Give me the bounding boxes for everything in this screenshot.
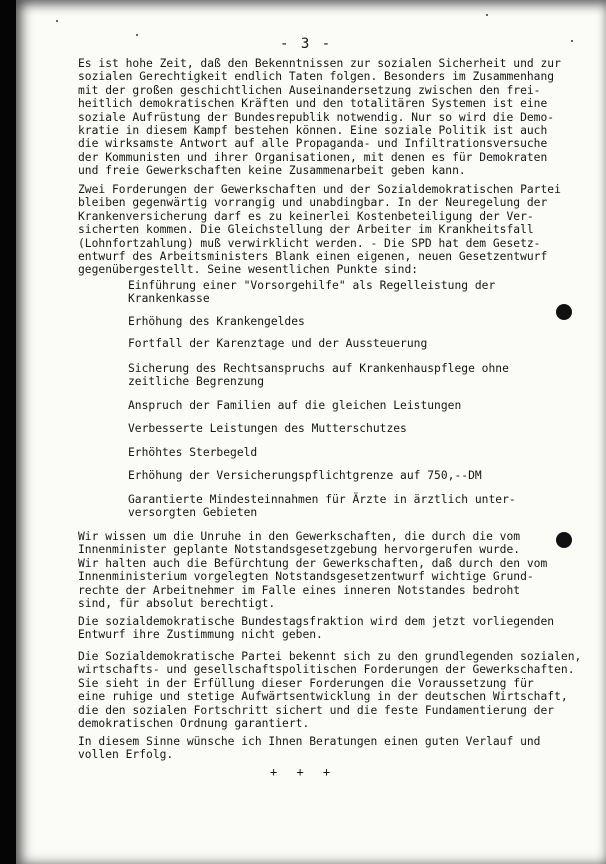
- list-item: Erhöhung der Versicherungspflichtgrenze auf 750,--DM: [128, 469, 482, 482]
- closing-mark: + + +: [270, 765, 337, 779]
- paragraph-demands: Zwei Forderungen der Gewerkschaften und der Sozialdemokratischen Partei bleiben gegenwärtig vorrangig und unabdingbar. In der Neuregelung der Krankenversicherung darf es zu keinerlei Kostenbeteiligung der Ver- sicherten kommen. Die Gleichstellung der Arbeiter im Krankheitsfall (Lohnfortzahlung) muß verwirklicht werden. - Die SPD hat dem Gesetz- entwurf des Arbeitsministers Blank einen eigenen, neuen Gesetzentwurf gegenübergestellt. Seine wesentlichen Punkte sind:: [78, 183, 561, 277]
- scan-speck: [571, 40, 573, 42]
- paragraph-party-commitment: Die Sozialdemokratische Partei bekennt sich zu den grundlegenden sozialen, wirtschafts- und gesellschaftspolitischen Forderungen der Gewerkschaften. Sie sieht in der Erfüllung dieser Forderungen die Voraussetzung für eine ruhige und stetige Aufwärtsentwicklung in der deutschen Wirtschaft, die den sozialen Fortschritt sichert und die feste Fundamentierung der demokratischen Ordnung garantiert.: [78, 650, 582, 731]
- scan-speck: [136, 34, 138, 36]
- list-item: Sicherung des Rechtsanspruchs auf Krankenhauspflege ohne zeitliche Begrenzung: [128, 362, 509, 389]
- list-item: Verbesserte Leistungen des Mutterschutzes: [128, 422, 407, 435]
- list-item: Fortfall der Karenztage und der Aussteuerung: [128, 337, 428, 350]
- scan-speck: [56, 20, 58, 22]
- document-page: [16, 0, 606, 864]
- scan-speck: [486, 14, 488, 16]
- paragraph-closing-wish: In diesem Sinne wünsche ich Ihnen Beratungen einen guten Verlauf und vollen Erfolg.: [78, 735, 541, 762]
- punch-hole: [556, 304, 572, 320]
- list-item: Erhöhtes Sterbegeld: [128, 446, 258, 459]
- paragraph-emergency-laws: Wir wissen um die Unruhe in den Gewerkschaften, die durch die vom Innenminister geplante Notstandsgesetzgebung hervorgerufen wurde. Wir halten auch die Befürchtung der Gewerkschaften, daß durch den vom Innenministerium vorgelegten Notstandsgesetzentwurf wichtige Grund- rechte der Arbeitnehmer im Falle eines inneren Notstandes bedroht sind, für absolut berechtigt.: [78, 530, 548, 611]
- page-number: - 3 -: [280, 36, 333, 52]
- list-item: Erhöhung des Krankengeldes: [128, 315, 305, 328]
- scan-border: [0, 0, 16, 864]
- paragraph-social-security: Es ist hohe Zeit, daß den Bekenntnissen zur sozialen Sicherheit und zur sozialen Gerechtigkeit endlich Taten folgen. Besonders im Zusammenhang mit der großen geschichtlichen Auseinandersetzung zwischen den frei- heitlich demokratischen Kräften und den totalitären Systemen ist eine soziale Aufrüstung der Bundesrepublik notwendig. Nur so wird die Demo- kratie in diesem Kampf bestehen können. Eine soziale Politik ist auch die wirksamste Antwort auf alle Propaganda- und Infiltrationsversuche der Kommunisten und ihrer Organisationen, mit denen es für Demokraten und freie Gewerkschaften keine Zusammenarbeit geben kann.: [78, 57, 561, 178]
- list-item: Anspruch der Familien auf die gleichen Leistungen: [128, 399, 462, 412]
- punch-hole: [556, 532, 572, 548]
- paragraph-faction-vote: Die sozialdemokratische Bundestagsfraktion wird dem jetzt vorliegenden Entwurf ihre Zustimmung nicht geben.: [78, 615, 555, 642]
- list-item: Garantierte Mindesteinnahmen für Ärzte in ärztlich unter- versorgten Gebieten: [128, 493, 516, 520]
- list-item: Einführung einer "Vorsorgehilfe" als Regelleistung der Krankenkasse: [128, 279, 496, 306]
